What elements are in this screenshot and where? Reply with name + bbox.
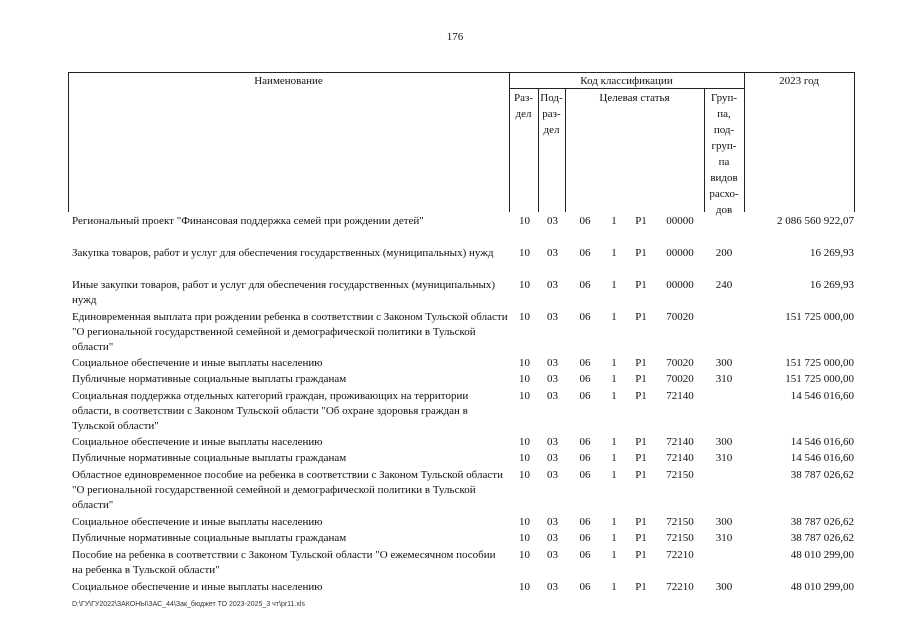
row-code-t2: 1 (611, 279, 617, 291)
page-number: 176 (446, 31, 464, 43)
row-code-t1: 06 (579, 247, 591, 259)
row-code-t4: 00000 (666, 279, 694, 291)
row-code-t1: 06 (579, 390, 591, 402)
row-code-t3: Р1 (635, 436, 647, 448)
row-code-pr: 03 (547, 581, 558, 593)
row-amount: 38 787 026,62 (790, 532, 854, 544)
row-code-t3: Р1 (635, 247, 647, 259)
row-code-t4: 00000 (666, 247, 694, 259)
row-code-t2: 1 (611, 247, 617, 259)
row-code-t1: 06 (579, 581, 591, 593)
row-code-t2: 1 (611, 215, 617, 227)
header-target: Целевая статья (599, 92, 670, 104)
row-amount: 16 269,93 (810, 247, 854, 259)
row-code-t3: Р1 (635, 373, 647, 385)
row-code-t1: 06 (579, 549, 591, 561)
row-code-t4: 72210 (666, 581, 694, 593)
row-code-g: 300 (715, 516, 733, 528)
row-name: Социальное обеспечение и иные выплаты населению (72, 436, 323, 448)
row-code-pr: 03 (547, 549, 558, 561)
row-code-t4: 70020 (666, 357, 694, 369)
row-code-t1: 06 (579, 373, 591, 385)
row-code-t4: 72140 (666, 436, 694, 448)
row-name: Пособие на ребенка в соответствии с Законом Тульской области "О ежемесячном пособии на ребенка в Тульской области" (72, 549, 496, 576)
row-code-r: 10 (519, 357, 530, 369)
row-code-t2: 1 (611, 373, 617, 385)
row-code-r: 10 (519, 452, 530, 464)
row-code-pr: 03 (547, 311, 558, 323)
row-code-r: 10 (519, 215, 530, 227)
row-code-t3: Р1 (635, 215, 647, 227)
row-code-t1: 06 (579, 436, 591, 448)
header-code: Код классификации (580, 75, 673, 87)
row-code-r: 10 (519, 532, 530, 544)
row-code-t1: 06 (579, 532, 591, 544)
row-code-t3: Р1 (635, 549, 647, 561)
row-code-g: 300 (715, 581, 733, 593)
row-code-pr: 03 (547, 469, 558, 481)
row-code-g: 200 (715, 247, 733, 259)
row-name: Областное единовременное пособие на ребенка в соответствии с Законом Тульской области "О региональной государственной семейной и демографической политики в Тульской области" (72, 469, 503, 511)
row-code-r: 10 (519, 247, 530, 259)
row-code-g: 300 (715, 436, 733, 448)
row-code-t3: Р1 (635, 357, 647, 369)
row-code-t3: Р1 (635, 311, 647, 323)
row-code-t4: 00000 (666, 215, 694, 227)
row-amount: 14 546 016,60 (790, 390, 854, 402)
table-header (68, 72, 855, 216)
header-razdel: Раз- дел (513, 92, 533, 120)
row-code-r: 10 (519, 516, 530, 528)
row-code-pr: 03 (547, 215, 558, 227)
row-code-t2: 1 (611, 311, 617, 323)
row-code-g: 300 (715, 357, 733, 369)
row-code-t4: 72140 (666, 390, 694, 402)
row-code-t3: Р1 (635, 279, 647, 291)
row-code-r: 10 (519, 549, 530, 561)
row-code-t2: 1 (611, 357, 617, 369)
row-code-t4: 72210 (666, 549, 694, 561)
row-amount: 38 787 026,62 (790, 516, 854, 528)
row-code-pr: 03 (547, 452, 558, 464)
row-name: Социальное обеспечение и иные выплаты населению (72, 581, 323, 593)
row-name: Публичные нормативные социальные выплаты гражданам (72, 373, 347, 385)
row-code-pr: 03 (547, 373, 558, 385)
row-name: Социальное обеспечение и иные выплаты населению (72, 357, 323, 369)
row-code-pr: 03 (547, 516, 558, 528)
row-code-t1: 06 (579, 469, 591, 481)
row-name: Закупка товаров, работ и услуг для обеспечения государственных (муниципальных) нужд (72, 247, 494, 259)
row-code-t1: 06 (579, 452, 591, 464)
row-code-t2: 1 (611, 581, 617, 593)
row-code-t2: 1 (611, 516, 617, 528)
row-code-r: 10 (519, 311, 530, 323)
row-code-t3: Р1 (635, 516, 647, 528)
row-code-t4: 70020 (666, 311, 694, 323)
row-amount: 151 725 000,00 (785, 373, 854, 385)
row-code-t1: 06 (579, 215, 591, 227)
row-code-pr: 03 (547, 247, 558, 259)
row-amount: 14 546 016,60 (790, 452, 854, 464)
header-name: Наименование (254, 75, 323, 87)
row-amount: 38 787 026,62 (790, 469, 854, 481)
header-year: 2023 год (779, 75, 819, 87)
row-name: Единовременная выплата при рождении ребенка в соответствии с Законом Тульской области "О региональной государственной семейной и демографической политики в Тульской области" (72, 311, 508, 353)
header-podrazdel: Под- раз- дел (540, 92, 563, 136)
row-code-pr: 03 (547, 436, 558, 448)
row-code-t3: Р1 (635, 581, 647, 593)
row-code-g: 310 (715, 532, 733, 544)
row-code-r: 10 (519, 469, 530, 481)
row-code-g: 310 (715, 452, 733, 464)
row-amount: 48 010 299,00 (790, 549, 854, 561)
row-code-t2: 1 (611, 532, 617, 544)
file-path-footer: D:\ГУ\ГУ2022\ЗАКОНЫ\ЗАС_44\Зак_бюджет ТО 2023-2025_3 чт\pr11.xls (72, 601, 305, 608)
row-amount: 14 546 016,60 (790, 436, 854, 448)
row-name: Публичные нормативные социальные выплаты гражданам (72, 452, 347, 464)
row-name: Региональный проект "Финансовая поддержка семей при рождении детей" (72, 215, 424, 227)
row-code-t3: Р1 (635, 469, 647, 481)
row-code-t2: 1 (611, 549, 617, 561)
row-code-r: 10 (519, 279, 530, 291)
row-code-t4: 72150 (666, 469, 694, 481)
row-code-t2: 1 (611, 452, 617, 464)
row-code-t1: 06 (579, 279, 591, 291)
row-code-pr: 03 (547, 279, 558, 291)
row-amount: 16 269,93 (810, 279, 854, 291)
row-name: Социальная поддержка отдельных категорий граждан, проживающих на территории области, в соответствии с Законом Тульской области "Об охране здоровья граждан в Тульской области" (72, 390, 469, 432)
row-code-r: 10 (519, 436, 530, 448)
row-amount: 151 725 000,00 (785, 357, 854, 369)
row-code-pr: 03 (547, 390, 558, 402)
row-amount: 48 010 299,00 (790, 581, 854, 593)
row-amount: 151 725 000,00 (785, 311, 854, 323)
row-code-t2: 1 (611, 390, 617, 402)
row-code-t3: Р1 (635, 390, 647, 402)
row-code-t4: 70020 (666, 373, 694, 385)
header-group: Груп- па, под- груп- па видов расхо- дов (709, 92, 739, 216)
row-code-t4: 72150 (666, 516, 694, 528)
row-name: Публичные нормативные социальные выплаты гражданам (72, 532, 347, 544)
row-code-r: 10 (519, 581, 530, 593)
row-code-t2: 1 (611, 436, 617, 448)
row-code-t3: Р1 (635, 532, 647, 544)
row-code-t2: 1 (611, 469, 617, 481)
row-code-pr: 03 (547, 357, 558, 369)
row-code-t1: 06 (579, 516, 591, 528)
row-name: Иные закупки товаров, работ и услуг для обеспечения государственных (муниципальных) нужд (72, 279, 496, 306)
row-amount: 2 086 560 922,07 (777, 215, 854, 227)
row-code-r: 10 (519, 390, 530, 402)
row-code-g: 310 (715, 373, 733, 385)
row-code-t4: 72140 (666, 452, 694, 464)
row-code-pr: 03 (547, 532, 558, 544)
row-code-t4: 72150 (666, 532, 694, 544)
row-code-t1: 06 (579, 357, 591, 369)
row-code-t1: 06 (579, 311, 591, 323)
row-name: Социальное обеспечение и иные выплаты населению (72, 516, 323, 528)
row-code-g: 240 (715, 279, 733, 291)
row-code-t3: Р1 (635, 452, 647, 464)
row-code-r: 10 (519, 373, 530, 385)
